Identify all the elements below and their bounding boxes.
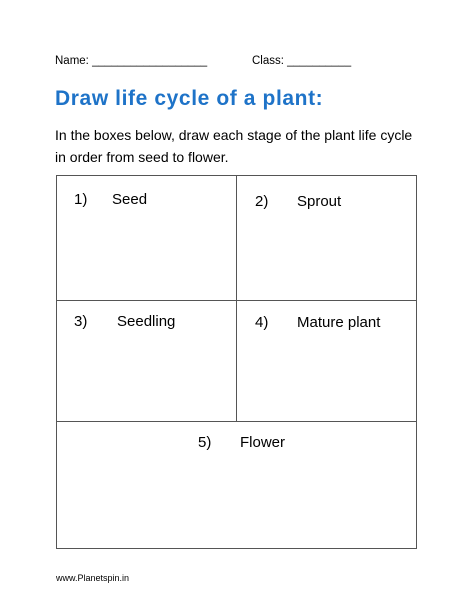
student-fields [55,55,435,73]
stage-box-sprout[interactable] [237,176,416,301]
stage-box-seedling[interactable] [57,301,237,422]
stage-number: 1) [74,191,88,208]
instructions-text: In the boxes below, draw each stage of the plant life cycle in order from seed to flower. [55,127,413,165]
stage-number: 2) [255,193,269,210]
stage-label: Seed [112,191,148,208]
footer-url: www.Planetspin.in [56,573,130,583]
drawing-grid [56,175,417,549]
stage-box-seed[interactable] [57,176,237,301]
stage-label: Mature plant [297,314,381,331]
name-field[interactable]: Name: __________________ [55,55,208,67]
stage-box-flower[interactable] [57,422,416,548]
stage-label: Sprout [297,193,342,210]
stage-label: Flower [240,434,286,451]
stage-box-mature-plant[interactable] [237,301,416,422]
stage-label: Seedling [117,313,176,330]
stage-number: 4) [255,314,269,331]
class-field[interactable]: Class: __________ [252,55,352,67]
worksheet-title: Draw life cycle of a plant: [55,87,324,110]
stage-number: 3) [74,313,88,330]
stage-number: 5) [198,434,212,451]
